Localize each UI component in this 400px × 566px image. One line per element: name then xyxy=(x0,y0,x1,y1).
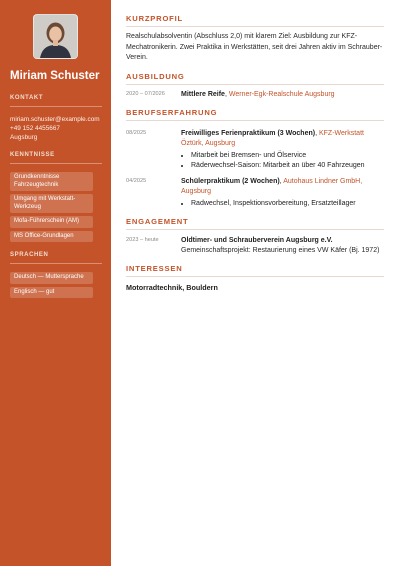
experience-entry xyxy=(126,177,384,209)
education-heading: AUSBILDUNG xyxy=(126,72,384,85)
bullet-item: • Räderwechsel-Saison: Mitarbeit an über 40 Fahrzeugen xyxy=(191,161,384,171)
interests-heading: INTERESSEN xyxy=(126,264,384,277)
skill-chip: Mofa-Führerschein (AM) xyxy=(10,216,93,228)
language-chip: Englisch — gut xyxy=(10,287,93,299)
contact-block xyxy=(10,115,102,142)
skills-divider xyxy=(10,163,102,164)
experience-date: 08/2025 xyxy=(126,129,147,136)
profile-text: Realschulabsolventin (Abschluss 2,0) mit klarem Ziel: Ausbildung zur KFZ-Mechatronikerin. Zwei Praktika in Werkstätten, seit drei Jahren aktiv im Schrauber-Verein. xyxy=(126,33,383,61)
education-title: Mittlere Reife xyxy=(181,90,225,98)
experience-bullets xyxy=(181,151,384,171)
engagement-description: Gemeinschaftsprojekt: Restaurierung eines VW Käfer (Bj. 1972) xyxy=(181,246,380,254)
language-chip: Deutsch — Muttersprache xyxy=(10,272,93,284)
education-school: Werner-Egk-Realschule Augsburg xyxy=(228,90,335,98)
contact-divider xyxy=(10,106,102,107)
education-date: 2020 – 07/2026 xyxy=(126,90,165,97)
separator: , xyxy=(315,129,319,137)
experience-title: Freiwilliges Ferienpraktikum (3 Wochen) xyxy=(181,129,316,137)
experience-entry xyxy=(126,129,384,171)
bullet-item: • Mitarbeit bei Bremsen- und Ölservice xyxy=(191,151,384,161)
skill-chip: Umgang mit Werkstatt-Werkzeug xyxy=(10,194,93,213)
experience-title: Schülerpraktikum (2 Wochen) xyxy=(181,177,280,185)
engagement-heading: ENGAGEMENT xyxy=(126,217,384,230)
experience-employer: KFZ-Werkstatt Öztürk, Augsburg xyxy=(181,129,364,147)
languages-divider xyxy=(10,263,102,264)
phone-number[interactable]: +49 152 4455667 xyxy=(10,125,60,132)
experience-heading: BERUFSERFAHRUNG xyxy=(126,108,384,121)
portrait-image xyxy=(34,15,77,58)
skills-heading: KENNTNISSE xyxy=(10,152,55,158)
interests-text: Motorradtechnik, Bouldern xyxy=(126,282,218,292)
profile-heading: KURZPROFIL xyxy=(126,14,384,27)
separator: , xyxy=(279,177,284,185)
main-content xyxy=(111,0,400,566)
engagement-title: Oldtimer- und Schrauberverein Augsburg e.V. xyxy=(181,236,333,244)
city: Augsburg xyxy=(10,134,38,141)
skills-list xyxy=(10,172,102,242)
separator: , xyxy=(224,90,229,98)
experience-bullets xyxy=(181,199,384,209)
skill-chip: MS Office-Grundlagen xyxy=(10,231,93,243)
bullet-item: • Radwechsel, Inspektionsvorbereitung, Ersatzteillager xyxy=(191,199,384,209)
email-address[interactable]: miriam.schuster@example.com xyxy=(10,116,100,123)
contact-heading: KONTAKT xyxy=(10,95,44,101)
sidebar xyxy=(0,0,111,566)
languages-list xyxy=(10,272,102,298)
experience-date: 04/2025 xyxy=(126,177,147,184)
languages-heading: SPRACHEN xyxy=(10,252,49,258)
profile-photo xyxy=(33,14,78,59)
engagement-entry xyxy=(126,236,384,256)
engagement-date: 2023 – heute xyxy=(126,236,159,243)
skill-chip: Grundkenntnisse Fahrzeugtechnik xyxy=(10,172,93,191)
education-entry xyxy=(126,90,384,100)
candidate-name: Miriam Schuster xyxy=(10,70,100,82)
experience-employer: Autohaus Lindner GmbH, Augsburg xyxy=(181,177,363,195)
